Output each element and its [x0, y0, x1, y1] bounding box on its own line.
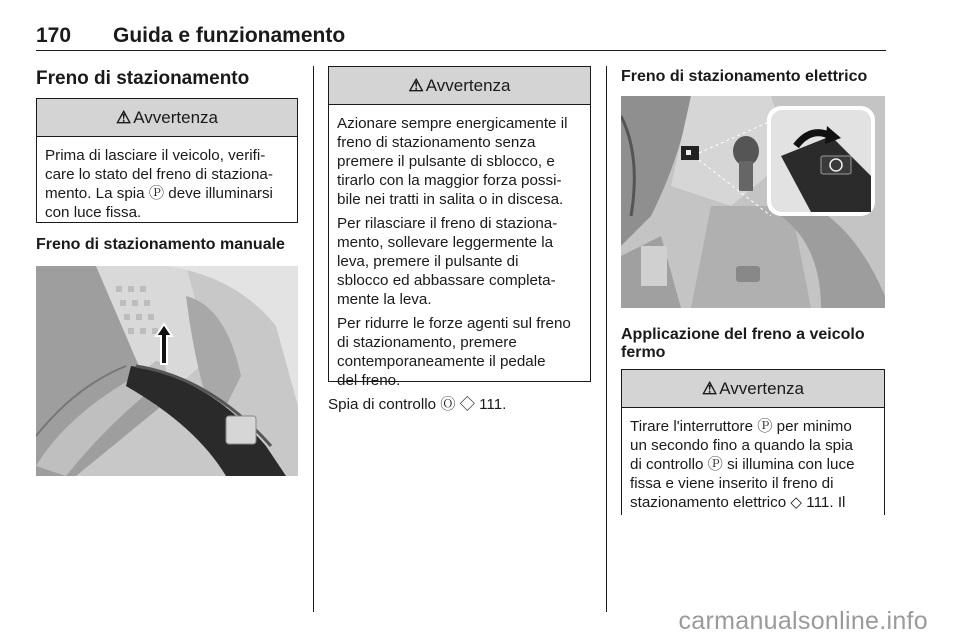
subheading-line: fermo [621, 344, 666, 362]
warning-line: fissa e viene inserito il freno di [630, 475, 834, 492]
warning-paragraph [337, 214, 582, 309]
warning-line: premere il pulsante di sblocco, e [337, 153, 555, 170]
warning-line: bile nei tratti in salita o in discesa. [337, 191, 564, 208]
warning-line: Azionare sempre energicamente il [337, 115, 568, 132]
warning-line: sblocco ed abbassare completa- [337, 272, 556, 289]
watermark: carmanualsonline.info [678, 607, 928, 635]
warning-title: Avvertenza [425, 75, 511, 95]
warning-triangle-icon: ⚠ [408, 75, 424, 95]
warning-line: mente la leva. [337, 291, 432, 308]
column-divider-1 [313, 66, 314, 612]
page-number: 170 [36, 24, 72, 47]
warning-line: di controllo Ⓟ si illumina con luce [630, 456, 855, 473]
warning-body [622, 408, 884, 520]
running-title: Guida e funzionamento [113, 24, 346, 47]
warning-line: Prima di lasciare il veicolo, verifi- [45, 147, 266, 164]
warning-line: care lo stato del freno di staziona- [45, 166, 273, 183]
warning-title: Avvertenza [719, 378, 804, 398]
warning-body [37, 137, 297, 230]
warning-paragraph [337, 314, 582, 390]
warning-triangle-icon: ⚠ [702, 378, 718, 398]
subheading-stationary-application [621, 326, 865, 363]
warning-line: contemporaneamente il pedale [337, 353, 546, 370]
section-title-parking-brake: Freno di stazionamento [36, 68, 250, 89]
warning-paragraph [337, 114, 582, 209]
warning-line: un secondo fino a quando la spia [630, 437, 853, 454]
warning-triangle-icon: ⚠ [116, 107, 132, 127]
header-rule [36, 50, 886, 51]
subheading-manual-brake: Freno di stazionamento manuale [36, 236, 285, 253]
control-lamp-reference: Spia di controllo Ⓞ ◇ 111. [328, 396, 507, 413]
warning-box-3 [621, 369, 885, 515]
warning-header [622, 370, 884, 408]
warning-line: Per rilasciare il freno di staziona- [337, 215, 558, 232]
subheading-electric-brake: Freno di stazionamento elettrico [621, 68, 868, 85]
manual-parking-brake-photo [36, 266, 298, 476]
warning-line: Tirare l'interruttore Ⓟ per minimo [630, 418, 852, 435]
warning-box-2 [328, 66, 591, 389]
warning-line: mento. La spia Ⓟ deve illuminarsi [45, 185, 273, 202]
warning-line: Per ridurre le forze agenti sul freno [337, 315, 571, 332]
warning-header [37, 99, 297, 137]
warning-line: mento, sollevare leggermente la [337, 234, 554, 251]
warning-header [329, 67, 590, 105]
warning-body [329, 105, 590, 398]
warning-line: con luce fissa. [45, 204, 142, 221]
warning-line: stazionamento elettrico ◇ 111. Il [630, 494, 846, 511]
column-divider-2 [606, 66, 607, 612]
warning-line: leva, premere il pulsante di [337, 253, 519, 270]
electric-parking-brake-photo [621, 96, 885, 308]
warning-line: tirarlo con la maggior forza possi- [337, 172, 562, 189]
subheading-line: Applicazione del freno a veicolo [621, 326, 865, 343]
warning-line: di stazionamento, premere [337, 334, 517, 351]
warning-box-1 [36, 98, 298, 223]
warning-line: del freno. [337, 372, 401, 389]
warning-line: freno di stazionamento senza [337, 134, 536, 151]
warning-title: Avvertenza [133, 107, 218, 127]
